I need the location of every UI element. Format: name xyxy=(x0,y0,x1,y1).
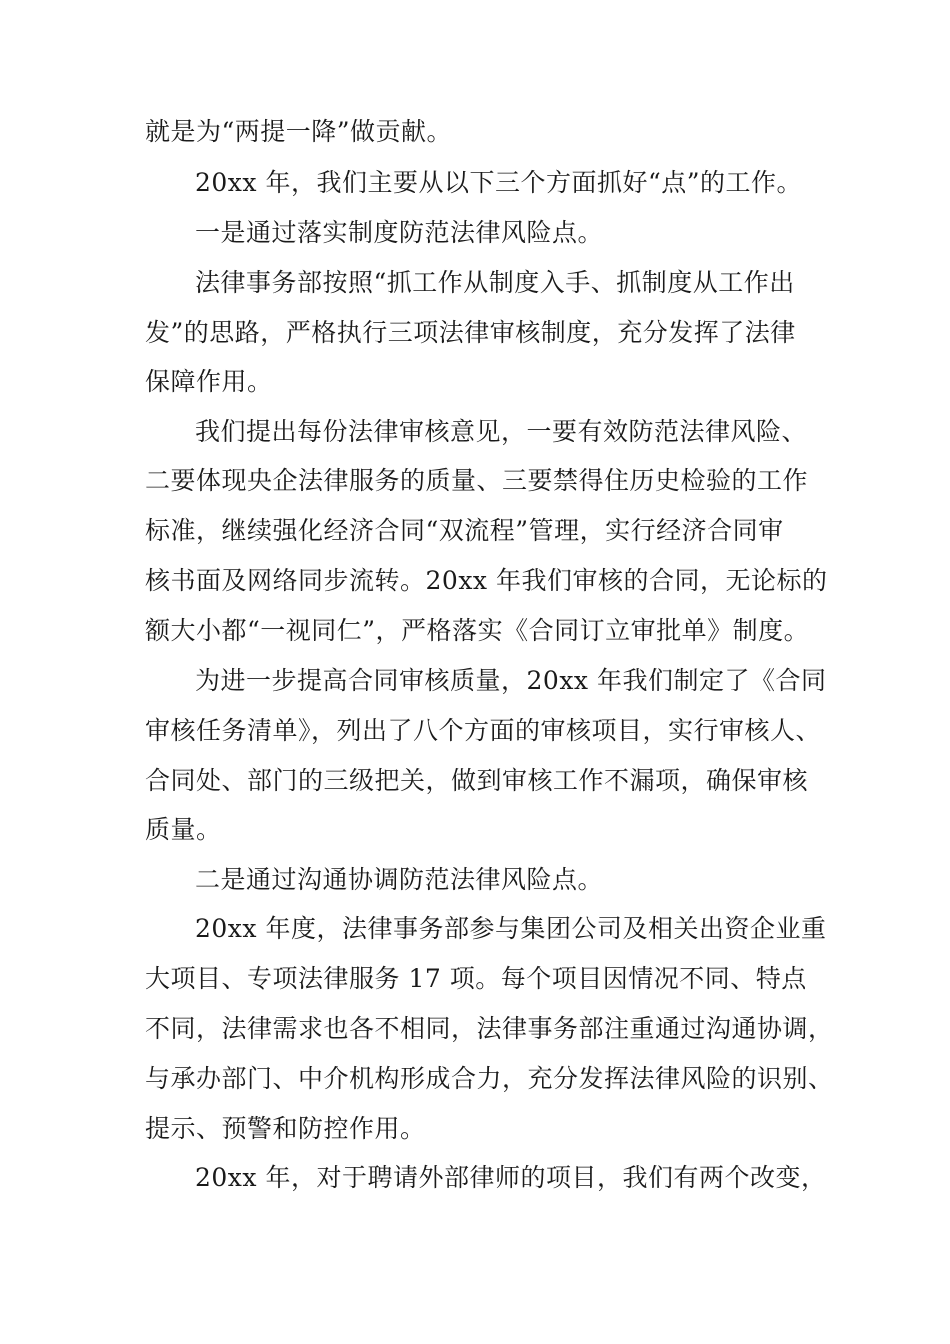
text-line: 标准，继续强化经济合同“双流程”管理，实行经济合同审 xyxy=(145,516,784,545)
text-line: 不同，法律需求也各不相同，法律事务部注重通过沟通协调， xyxy=(145,1014,834,1043)
text-line: 为进一步提高合同审核质量，20xx 年我们制定了《合同 xyxy=(195,666,827,695)
text-line: 一是通过落实制度防范法律风险点。 xyxy=(195,218,604,247)
text-line: 额大小都“一视同仁”，严格落实《合同订立审批单》制度。 xyxy=(145,616,810,645)
text-line: 20xx 年，对于聘请外部律师的项目，我们有两个改变， xyxy=(195,1163,827,1192)
text-line: 就是为“两提一降”做贡献。 xyxy=(145,117,453,146)
text-line: 审核任务清单》，列出了八个方面的审核项目，实行审核人、 xyxy=(145,716,822,745)
text-line: 与承办部门、中介机构形成合力，充分发挥法律风险的识别、 xyxy=(145,1064,834,1093)
text-line: 二要体现央企法律服务的质量、三要禁得住历史检验的工作 xyxy=(145,466,809,495)
text-line: 合同处、部门的三级把关，做到审核工作不漏项，确保审核 xyxy=(145,766,809,795)
text-line: 20xx 年度，法律事务部参与集团公司及相关出资企业重 xyxy=(195,914,827,943)
text-line: 法律事务部按照“抓工作从制度入手、抓制度从工作出 xyxy=(195,268,795,297)
text-line: 大项目、专项法律服务 17 项。每个项目因情况不同、特点 xyxy=(145,964,807,993)
text-line: 质量。 xyxy=(145,815,222,844)
text-line: 保障作用。 xyxy=(145,367,273,396)
text-line: 二是通过沟通协调防范法律风险点。 xyxy=(195,865,604,894)
text-line: 发”的思路，严格执行三项法律审核制度，充分发挥了法律 xyxy=(145,318,796,347)
text-line: 核书面及网络同步流转。20xx 年我们审核的合同，无论标的 xyxy=(145,566,828,595)
text-line: 我们提出每份法律审核意见，一要有效防范法律风险、 xyxy=(195,417,808,446)
text-line: 提示、预警和防控作用。 xyxy=(145,1114,426,1143)
text-line: 20xx 年，我们主要从以下三个方面抓好“点”的工作。 xyxy=(195,168,803,197)
